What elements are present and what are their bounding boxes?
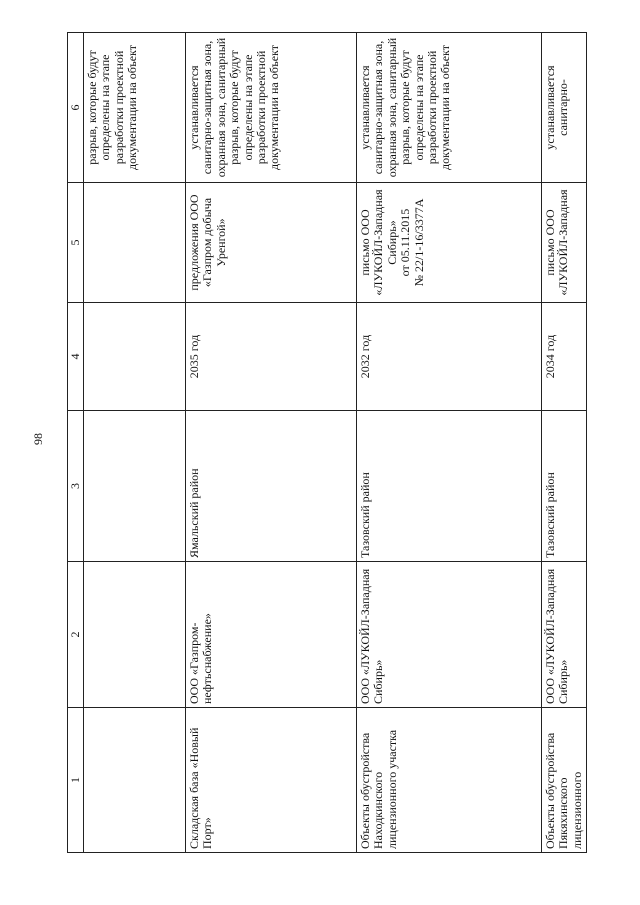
column-header: 6: [68, 33, 84, 183]
table-row: [186, 33, 357, 853]
object-name-cell: Объекты обустройства Пякяхинского лицензионного: [542, 708, 587, 853]
source-cell: предложения ООО «Газпром добыча Уренгой»: [186, 183, 357, 303]
year-cell: [84, 303, 186, 411]
note-cell: устанавливается санитарно-защитная зона, охранная зона, санитарный разрыв, которые будут определены на этапе разработки проектной документации на объект: [186, 33, 357, 183]
district-cell: Ямальский район: [186, 411, 357, 562]
column-header: 1: [68, 708, 84, 853]
note-cell: разрыв, которые будут определены на этапе разработки проектной документации на объект: [84, 33, 186, 183]
rotated-table-container: [67, 33, 584, 853]
source-cell: письмо ООО «ЛУКОЙЛ-Западная Сибирь» от 05.11.2015 № 22/1-16/3377А: [357, 183, 542, 303]
district-cell: Тазовский район: [357, 411, 542, 562]
source-cell: [84, 183, 186, 303]
organization-cell: ООО «ЛУКОЙЛ-Западная Сибирь»: [357, 562, 542, 708]
table-row: [84, 33, 186, 853]
column-header: 2: [68, 562, 84, 708]
organization-cell: [84, 562, 186, 708]
year-cell: 2035 год: [186, 303, 357, 411]
object-name-cell: Объекты обустройства Находкинского лицензионного участка: [357, 708, 542, 853]
table-header-row: [68, 33, 84, 853]
column-header: 5: [68, 183, 84, 303]
table-row: [357, 33, 542, 853]
district-cell: [84, 411, 186, 562]
year-cell: 2032 год: [357, 303, 542, 411]
district-cell: Тазовский район: [542, 411, 587, 562]
table-row: [542, 33, 587, 853]
column-header: 3: [68, 411, 84, 562]
column-header: 4: [68, 303, 84, 411]
objects-table: [67, 32, 587, 853]
object-name-cell: [84, 708, 186, 853]
object-name-cell: Складская база «Новый Порт»: [186, 708, 357, 853]
year-cell: 2034 год: [542, 303, 587, 411]
organization-cell: ООО «Газпром-нефтьснабжение»: [186, 562, 357, 708]
page-number: 98: [31, 433, 45, 445]
organization-cell: ООО «ЛУКОЙЛ-Западная Сибирь»: [542, 562, 587, 708]
note-cell: устанавливается санитарно-защитная зона, охранная зона, санитарный разрыв, которые будут определены на этапе разработки проектной документации на объект: [357, 33, 542, 183]
note-cell: устанавливается санитарно-: [542, 33, 587, 183]
source-cell: письмо ООО «ЛУКОЙЛ-Западная: [542, 183, 587, 303]
